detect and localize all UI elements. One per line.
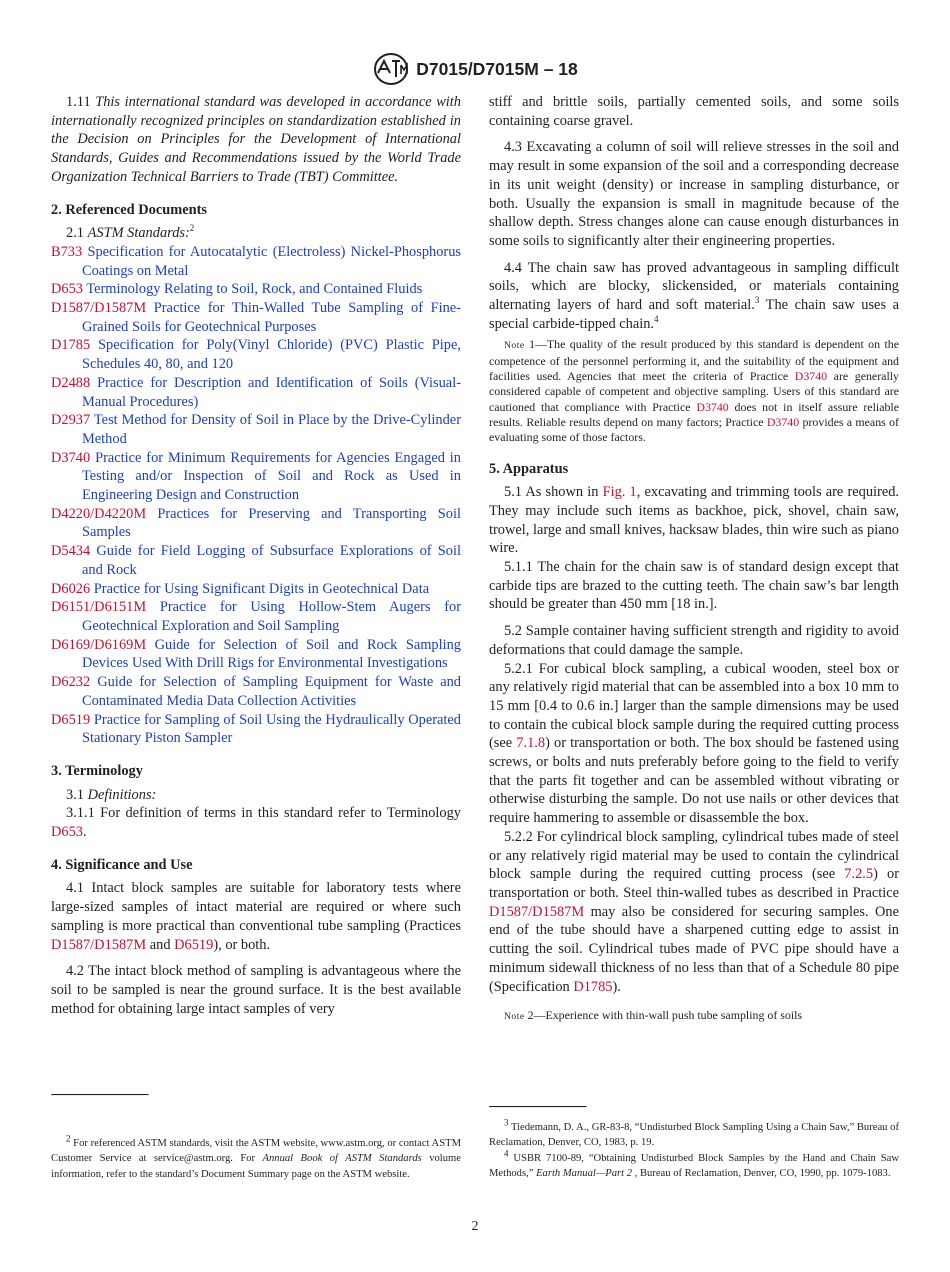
heading-terminology: 3. Terminology — [51, 762, 143, 779]
d1785-link[interactable]: D1785 — [573, 978, 613, 995]
page-number: 2 — [471, 1219, 479, 1234]
section-4-4: 4.4 The chain saw has proved advantageous in sampling difficult soils, which are blocky, slickensided, or materials containing alternating layers of hard and soft material.$^3$ The chain saw uses a special carbide-tipped chain.$^4$ — [489, 259, 899, 332]
ref-title-link[interactable]: Guide for Selection of Sampling Equipment for Waste and Contaminated Media Data Collection Activities — [82, 674, 461, 709]
section-5-1: 5.1 As shown in Fig. 1, excavating and trimming tools are required. They may include such items as backhoe, pick, shovel, chain saw, trowel, large and small knives, hacksaw blades, thin wire such as piano wire. — [489, 484, 900, 557]
ref-b733 — [51, 243, 461, 280]
ref-code-link[interactable]: D2488 — [51, 374, 91, 391]
ref-title-link[interactable]: Guide for Selection of Soil and Rock Sampling Devices Used With Drill Rigs for Environmental Investigations — [82, 636, 461, 672]
section-3-1: 3.1 Definitions: — [66, 786, 157, 803]
section-1-11: 1.11 This international standard was developed in accordance with internationally recognized principles on standardization established in the Decision on Principles for the Development of International Standards, Guides and Recommendations issued by the World Trade Organization Technical Barriers to Trade (TBT) Committee. — [51, 94, 462, 185]
ref-d1785 — [51, 336, 461, 373]
section-7-1-8-link[interactable]: 7.1.8 — [516, 735, 546, 752]
heading-apparatus: 5. Apparatus — [489, 460, 569, 477]
note-1: Note 1—The quality of the result produced by this standard is dependent on the competence of the personnel performing it, and the suitability of the equipment and facilities used. Agencies that meet the criteria of Practice D3740 are generally considered capable of competent and objective sampling. Users of this standard are cautioned that compliance with Practice D3740 does not in itself assure reliable results. Reliable results depend on many factors; Practice D3740 provides a means of evaluating some of those factors. — [489, 337, 899, 445]
ref-code-link[interactable]: D4220/D4220M — [51, 505, 147, 522]
reference-list — [51, 243, 461, 748]
ref-code-link[interactable]: D3740 — [51, 449, 91, 466]
d3740-link[interactable]: D3740 — [794, 369, 828, 384]
ref-d653 — [51, 280, 461, 299]
heading-referenced-documents: 2. Referenced Documents — [51, 201, 207, 218]
heading-significance-and-use: 4. Significance and Use — [51, 856, 193, 873]
ref-d6519 — [51, 711, 461, 748]
fig-1-link[interactable]: Fig. 1 — [602, 484, 637, 501]
page-header — [0, 52, 950, 86]
d3740-link[interactable]: D3740 — [696, 399, 729, 414]
standard-designation: D7015/D7015M – 18 — [416, 58, 578, 79]
section-4-2: 4.2 The intact block method of sampling is advantageous where the soil to be sampled is near the ground surface. It is the best available method for obtaining large intact samples of very — [51, 963, 461, 1017]
ref-title-link[interactable]: Terminology Relating to Soil, Rock, and Contained Fluids — [86, 281, 423, 298]
d1587-link[interactable]: D1587/D1587M — [489, 903, 585, 920]
ref-title-link[interactable]: Specification for Poly(Vinyl Chloride) (PVC) Plastic Pipe, Schedules 40, 80, and 120 — [82, 337, 461, 373]
ref-title-link[interactable]: Practice for Minimum Requirements for Agencies Engaged in Testing and/or Inspection of Soil and Rock as Used in Engineering Design and Construction — [82, 449, 461, 504]
ref-title-link[interactable]: Practices for Preserving and Transporting Soil Samples — [82, 505, 461, 541]
ref-d6151 — [51, 598, 461, 635]
ref-d6169 — [51, 636, 461, 673]
section-4-1: 4.1 Intact block samples are suitable for laboratory tests where large-sized samples of intact material are required or where such sampling is more practical than conventional tube sampling (Practices D1587/D1587M and D6519), or both. — [51, 880, 461, 953]
left-column — [51, 93, 461, 1018]
section-5-2: 5.2 Sample container having sufficient strength and rigidity to avoid deformations that could damage the sample. — [489, 623, 899, 658]
ref-title-link[interactable]: Practice for Using Hollow-Stem Augers for Geotechnical Exploration and Soil Sampling — [82, 599, 461, 634]
footnote-rule — [489, 1106, 587, 1108]
footnote-2: $^2$ For referenced ASTM standards, visit the ASTM website, www.astm.org, or contact ASTM Customer Service at service@astm.org. For Annual Book of ASTM Standards volume information, refer to the standard’s Document Summary page on the ASTM website. — [51, 1133, 461, 1180]
d1587-link[interactable]: D1587/D1587M — [51, 936, 147, 953]
ref-d6232 — [51, 673, 461, 710]
ref-code-link[interactable]: B733 — [51, 243, 83, 260]
section-4-3: 4.3 Excavating a column of soil will relieve stresses in the soil and may result in some expansion of the soil and a corresponding decrease in its unit weight (density) or increase in sampling disturbance, or both. Usually the expansion is small in magnitude because of the shallow depth. Stress changes alone can cause enough disturbances in some soils to significantly alter their engineering properties. — [489, 139, 899, 249]
footnote-4: $^4$ USBR 7100-89, “Obtaining Undisturbed Block Samples by the Hand and Chain Saw Methods,” Earth Manual—Part 2 , Bureau of Reclamation, Denver, CO, 1990, pp. 1079-1083. — [489, 1148, 899, 1180]
section-5-2-2: 5.2.2 For cylindrical block sampling, cylindrical tubes made of steel or any relatively rigid material may be used to contain the cylindrical block sample during the required cutting process (see 7.2.5) or transportation or both. Steel thin-walled tubes as described in Practice D1587/D1587M may also be considered for securing samples. One end of the tube should have a sharpened cutting edge to assist in cutting the soil. Cylindrical tubes made of PVC pipe should have a minimum sidewall thickness of no less than that of a Schedule 80 pipe (Specification D1785). — [489, 828, 899, 995]
d6519-link[interactable]: D6519 — [174, 936, 214, 953]
d3740-link[interactable]: D3740 — [766, 414, 800, 429]
ref-title-link[interactable]: Practice for Sampling of Soil Using the Hydraulically Operated Stationary Piston Sampler — [82, 711, 461, 747]
ref-code-link[interactable]: D6169/D6169M — [51, 636, 147, 653]
section-5-2-1: 5.2.1 For cubical block sampling, a cubical wooden, steel box or any relatively rigid material that can be assembled into a box 10 mm to 15 mm [0.4 to 0.6 in.] larger than the sample dimensions may be used to contain the cubical block sample during the required cutting process (see 7.1.8) or transportation or both. The box should be fastened using screws, or bolts and nuts preferably before going to the field to verify that the parts fit together and can be assembled without vibrating or otherwise disturbing the sample. Do not use nails or other devices that require hammering to assemble or disassemble the box. — [489, 660, 899, 827]
ref-title-link[interactable]: Specification for Autocatalytic (Electroless) Nickel-Phosphorus Coatings on Metal — [82, 243, 461, 279]
ref-title-link[interactable]: Practice for Description and Identification of Soils (Visual-Manual Procedures) — [82, 374, 461, 410]
right-column — [489, 93, 899, 1025]
ref-title-link[interactable]: Guide for Field Logging of Subsurface Explorations of Soil and Rock — [82, 543, 461, 578]
ref-d6026 — [51, 580, 461, 599]
ref-code-link[interactable]: D6232 — [51, 674, 91, 691]
section-2-1: 2.1 ASTM Standards:$^2$ — [66, 223, 195, 242]
ref-d1587 — [51, 299, 461, 336]
d653-link[interactable]: D653 — [51, 824, 83, 841]
ref-d2937 — [51, 411, 461, 448]
section-4-2-continued: stiff and brittle soils, partially cemented soils, and some soils containing coarse gravel. — [489, 94, 899, 129]
astm-logo-icon — [372, 52, 410, 86]
ref-title-link[interactable]: Practice for Thin-Walled Tube Sampling of Fine-Grained Soils for Geotechnical Purposes — [82, 300, 461, 335]
ref-code-link[interactable]: D653 — [51, 281, 83, 298]
section-7-2-5-link[interactable]: 7.2.5 — [844, 866, 874, 883]
ref-code-link[interactable]: D5434 — [51, 543, 91, 560]
left-footnotes — [51, 1094, 461, 1182]
section-5-1-1: 5.1.1 The chain for the chain saw is of standard design except that carbide tips are brazed to the cutting teeth. The chain saw’s bar length should be greater than 450 mm [18 in.]. — [489, 559, 899, 613]
ref-d2488 — [51, 374, 461, 411]
footnote-rule — [51, 1094, 149, 1096]
ref-code-link[interactable]: D6151/D6151M — [51, 599, 147, 616]
ref-title-link[interactable]: Practice for Using Significant Digits in Geotechnical Data — [93, 580, 430, 597]
right-footnotes — [489, 1106, 899, 1182]
ref-code-link[interactable]: D1587/D1587M — [51, 300, 147, 317]
footnote-3: $^3$ Tiedemann, D. A., GR-83-8, “Undisturbed Block Sampling Using a Chain Saw,” Bureau of Reclamation, Denver, CO, 1983, p. 19. — [489, 1117, 899, 1149]
ref-d4220 — [51, 505, 461, 542]
note-2: Note 2—Experience with thin-wall push tube sampling of soils — [504, 1008, 803, 1023]
ref-code-link[interactable]: D6519 — [51, 711, 91, 728]
section-3-1-1: 3.1.1 For definition of terms in this standard refer to Terminology D653. — [51, 805, 461, 841]
ref-d3740 — [51, 449, 461, 505]
ref-code-link[interactable]: D1785 — [51, 337, 91, 354]
ref-code-link[interactable]: D6026 — [51, 580, 91, 597]
ref-title-link[interactable]: Test Method for Density of Soil in Place by the Drive-Cylinder Method — [82, 412, 461, 447]
ref-d5434 — [51, 542, 461, 579]
ref-code-link[interactable]: D2937 — [51, 412, 91, 429]
